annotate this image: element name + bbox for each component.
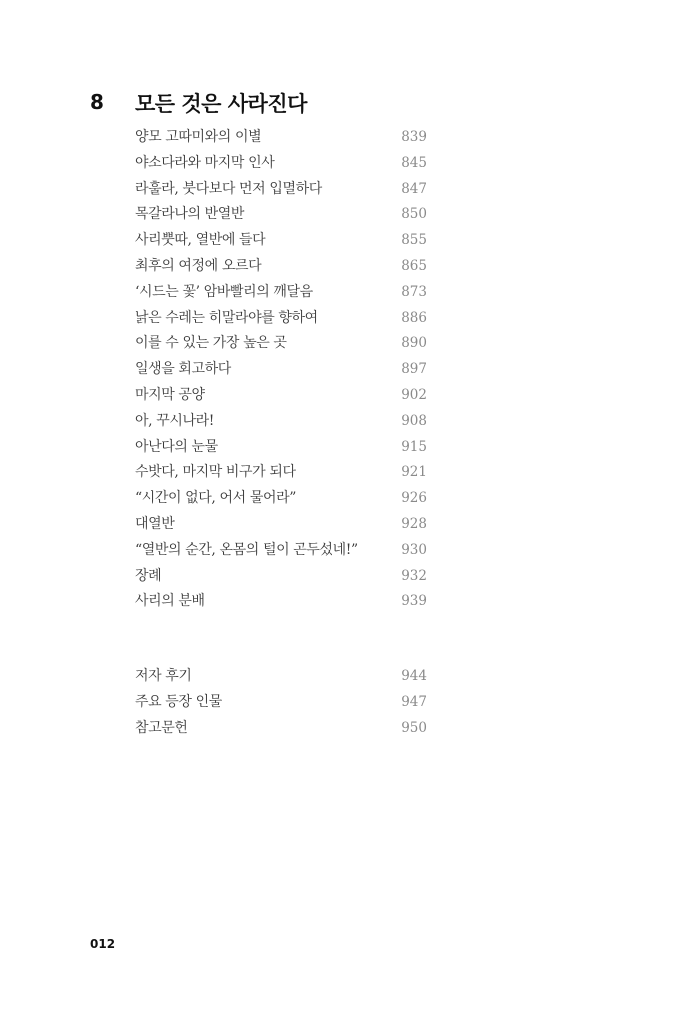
- toc-entry: [135, 691, 427, 717]
- toc-entry-title: ‘시드는 꽃’ 암바빨리의 깨달음: [135, 283, 313, 300]
- toc-entry: [135, 358, 427, 384]
- toc-entry-title: 저자 후기: [135, 668, 192, 684]
- toc-entry: [135, 178, 427, 204]
- toc-entry-page: 932: [401, 567, 427, 584]
- toc-entry-page: 908: [401, 412, 427, 429]
- toc-entry-title: 장례: [135, 567, 162, 584]
- toc-entry-title: 목갈라나의 반열반: [135, 206, 245, 223]
- toc-entry-page: 928: [401, 515, 427, 532]
- toc-entry-title: 최후의 여정에 오르다: [135, 257, 262, 274]
- toc-entry-page: 839: [401, 129, 427, 145]
- toc-entry: [135, 281, 427, 307]
- toc-entry-title: 라훌라, 붓다보다 먼저 입멸하다: [135, 180, 322, 197]
- toc-entry-title: 낡은 수레는 히말라야를 향하여: [135, 309, 318, 326]
- toc-entry-title: 사리뿟따, 열반에 들다: [135, 232, 266, 249]
- toc-entry: [135, 717, 427, 743]
- toc-entry-title: 주요 등장 인물: [135, 693, 222, 710]
- toc-entry: [135, 255, 427, 281]
- toc-entry: [135, 487, 427, 513]
- toc-entry-title: “시간이 없다, 어서 물어라”: [135, 490, 296, 507]
- toc-entry-page: 915: [401, 438, 427, 455]
- toc-entry-title: “열반의 순간, 온몸의 털이 곤두섰네!”: [135, 541, 358, 558]
- toc-entry-page: 873: [401, 283, 427, 300]
- toc-entry-page: 847: [401, 180, 427, 197]
- toc-entry: [135, 384, 427, 410]
- toc-entry-page: 921: [401, 464, 427, 481]
- toc-entry-title: 야소다라와 마지막 인사: [135, 154, 275, 171]
- toc-entry-title: 사리의 분배: [135, 593, 205, 610]
- toc-entry-title: 양모 고따미와의 이별: [135, 129, 262, 145]
- toc-entry-page: 886: [401, 309, 427, 326]
- toc-list: [135, 126, 427, 616]
- toc-entry: [135, 565, 427, 591]
- toc-entry-page: 897: [401, 361, 427, 378]
- toc-entry: [135, 229, 427, 255]
- toc-entry-title: 아난다의 눈물: [135, 438, 218, 455]
- toc-entry-page: 947: [401, 693, 427, 710]
- toc-entry-page: 930: [401, 541, 427, 558]
- toc-entry: [135, 332, 427, 358]
- toc-entry: [135, 539, 427, 565]
- toc-entry-title: 수밧다, 마지막 비구가 되다: [135, 464, 296, 481]
- back-matter-list: [135, 665, 427, 742]
- toc-entry-page: 845: [401, 154, 427, 171]
- toc-entry: [135, 436, 427, 462]
- toc-entry-page: 850: [401, 206, 427, 223]
- toc-entry-title: 아, 꾸시나라!: [135, 412, 214, 429]
- chapter-title: 모든 것은 사라진다: [135, 92, 307, 116]
- toc-entry: [135, 152, 427, 178]
- toc-entry: [135, 590, 427, 616]
- toc-entry-title: 대열반: [135, 515, 175, 532]
- toc-entry-page: 902: [401, 386, 427, 403]
- toc-entry: [135, 203, 427, 229]
- toc-entry-title: 일생을 회고하다: [135, 361, 231, 378]
- toc-entry-page: 890: [401, 335, 427, 352]
- toc-entry: [135, 126, 427, 152]
- toc-entry: [135, 410, 427, 436]
- toc-entry-page: 926: [401, 490, 427, 507]
- toc-entry-title: 참고문헌: [135, 719, 188, 736]
- chapter-number: 8: [90, 90, 104, 114]
- toc-entry: [135, 461, 427, 487]
- toc-entry: [135, 665, 427, 691]
- toc-entry-title: 마지막 공양: [135, 386, 205, 403]
- toc-entry-page: 865: [401, 257, 427, 274]
- toc-entry: [135, 513, 427, 539]
- toc-entry-page: 944: [401, 668, 427, 684]
- toc-entry-page: 939: [401, 593, 427, 610]
- toc-entry-title: 이를 수 있는 가장 높은 곳: [135, 335, 287, 352]
- toc-entry: [135, 307, 427, 333]
- page-folio: 012: [90, 937, 116, 951]
- toc-entry-page: 855: [401, 232, 427, 249]
- toc-entry-page: 950: [401, 719, 427, 736]
